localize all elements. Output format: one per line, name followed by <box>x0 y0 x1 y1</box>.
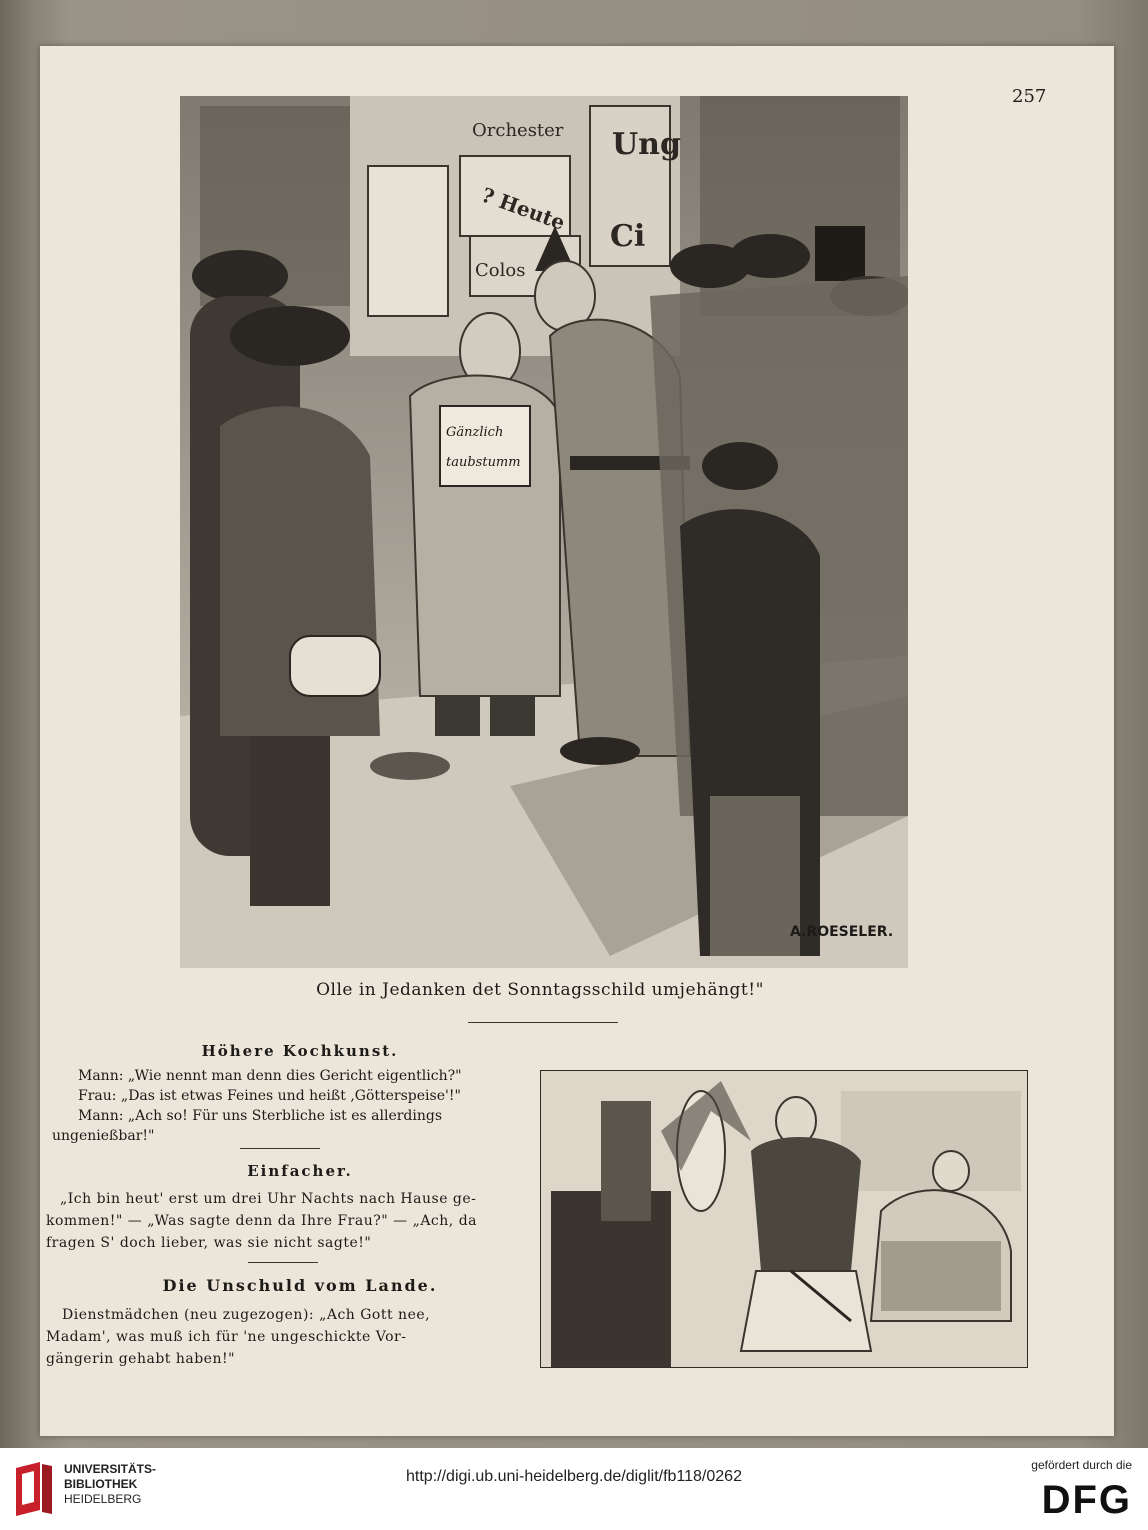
poster-heute: ? Heute <box>478 182 569 235</box>
poster-orchester: Orchester <box>472 120 564 141</box>
article-line: „Ich bin heut' erst um drei Uhr Nachts nach Hause ge- <box>60 1191 477 1207</box>
article-heading: Die Unschuld vom Lande. <box>162 1276 438 1295</box>
article-line: gängerin gehabt haben!" <box>46 1351 236 1367</box>
article-line: Frau: „Das ist etwas Feines und heißt ‚Götterspeise'!" <box>78 1088 461 1104</box>
article-heading: Einfacher. <box>247 1162 353 1180</box>
divider <box>468 1022 618 1023</box>
library-line: UNIVERSITÄTS- <box>64 1462 157 1476</box>
poster-colos: Colos <box>475 260 526 281</box>
library-line: HEIDELBERG <box>64 1492 142 1506</box>
article-heading: Höhere Kochkunst. <box>201 1042 399 1060</box>
main-caption: Olle in Jedanken det Sonntagsschild umjehängt!" <box>316 980 764 1000</box>
divider <box>240 1148 320 1149</box>
article-line: Madam', was muß ich für 'ne ungeschickte Vor- <box>46 1329 407 1345</box>
secondary-illustration <box>540 1070 1028 1368</box>
article-line: fragen S' doch lieber, was sie nicht sagte!" <box>46 1235 372 1251</box>
dfg-logo: DFG <box>1041 1478 1132 1522</box>
main-illustration <box>180 96 908 968</box>
poster-ci: Ci <box>610 219 646 254</box>
illustration-signature: A.ROESELER. <box>790 924 894 940</box>
funded-by-label: gefördert durch die <box>1031 1458 1132 1472</box>
article-line: Mann: „Wie nennt man denn dies Gericht eigentlich?" <box>78 1068 462 1084</box>
library-line: BIBLIOTHEK <box>64 1477 138 1491</box>
digitization-footer <box>0 1448 1148 1530</box>
library-name <box>64 1462 156 1507</box>
article-line: kommen!" — „Was sagte denn da Ihre Frau?" — „Ach, da <box>46 1213 478 1229</box>
sign-line-1: Gänzlich <box>446 425 504 440</box>
article-line: Dienstmädchen (neu zugezogen): „Ach Gott nee, <box>62 1307 431 1323</box>
poster-ung: Ung <box>612 127 681 162</box>
article-line: Mann: „Ach so! Für uns Sterbliche ist es allerdings <box>78 1108 443 1124</box>
sign-line-2: taubstumm <box>446 455 521 470</box>
divider <box>248 1262 318 1263</box>
page-number: 257 <box>1012 86 1047 107</box>
article-line: ungenießbar!" <box>52 1128 155 1144</box>
source-url-link[interactable]: http://digi.ub.uni-heidelberg.de/diglit/fb118/0262 <box>406 1468 742 1485</box>
library-logo-icon <box>12 1460 56 1518</box>
